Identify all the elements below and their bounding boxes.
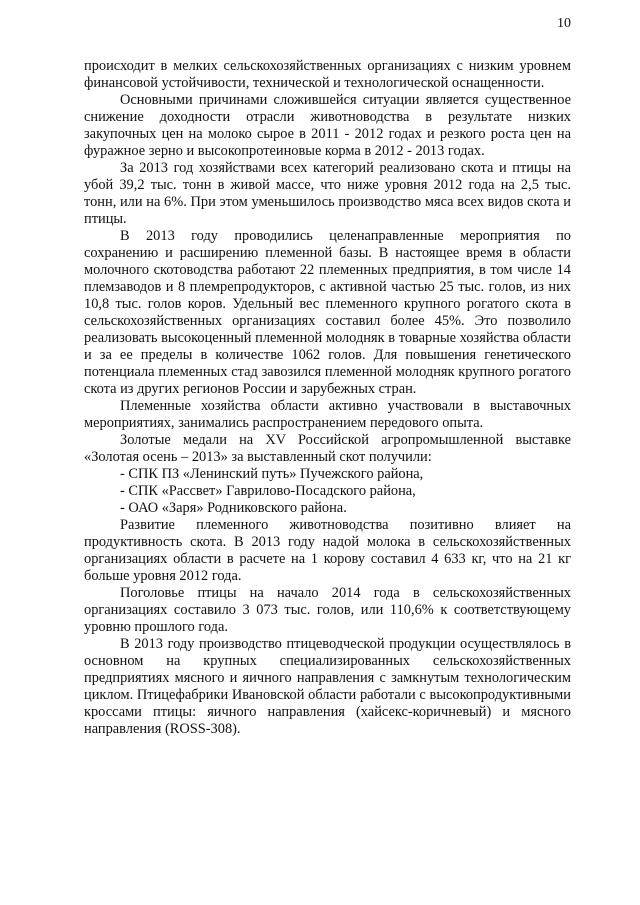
list-item: - СПК «Рассвет» Гаврилово-Посадского района, [120,483,416,499]
list-item: - СПК ПЗ «Ленинский путь» Пучежского района, [120,466,424,482]
paragraph-poultry-production: В 2013 году производство птицеводческой продукции осуществлялось в основном на крупных специализированных сельскохозяйственных предприятиях мясного и яичного направления с замкнутым технологическим циклом. Птицефабрики Ивановской области работали с высокопродуктивными кроссами птицы: яичного направления (хайсекс-коричневый) и мясного направления (ROSS-308). [84,636,571,737]
page-number: 10 [557,16,571,31]
document-body [84,58,571,738]
paragraph-poultry-stock: Поголовье птицы на начало 2014 года в сельскохозяйственных организациях составило 3 073 тыс. голов, или 110,6% к соответствующему уровню прошлого года. [84,585,571,635]
paragraph-exhibitions: Племенные хозяйства области активно участвовали в выставочных мероприятиях, занимались распространением передового опыта. [84,398,571,431]
paragraph-decline-causes: Основными причинами сложившейся ситуации является существенное снижение доходности отрасли животноводства в результате низких закупочных цен на молоко сырое в 2011 - 2012 годах и резкого роста цен на фуражное зерно и высокопротеиновые корма в 2012 - 2013 годах. [84,92,571,159]
paragraph-slaughter-volume: За 2013 год хозяйствами всех категорий реализовано скота и птицы на убой 39,2 тыс. тонн в живой массе, что ниже уровня 2012 года на 2,5 тыс. тонн, или на 6%. При этом уменьшилось производство мяса всех видов скота и птицы. [84,160,571,227]
paragraph-continuation: происходит в мелких сельскохозяйственных организациях с низким уровнем финансовой устойчивости, технической и технологической оснащенности. [84,58,571,91]
list-item: - ОАО «Заря» Родниковского района. [120,500,347,516]
paragraph-breeding-base: В 2013 году проводились целенаправленные мероприятия по сохранению и расширению племенной базы. В настоящее время в области молочного скотоводства работают 22 племенных предприятия, в том числе 14 племзаводов и 8 племрепродукторов, с активной частью 25 тыс. голов, из них 10,8 тыс. голов коров. Удельный вес племенного крупного рогатого скота в сельскохозяйственных организациях составил более 45%. Это позволило реализовать высокоценный племенной молодняк в товарные хозяйства области и за ее пределы в количестве 1062 голов. Для повышения генетического потенциала племенных стад завозился племенной молодняк крупного рогатого скота из других регионов России и зарубежных стран. [84,228,571,397]
paragraph-gold-medals: Золотые медали на XV Российской агропромышленной выставке «Золотая осень – 2013» за выставленный скот получили: [84,432,571,465]
paragraph-productivity: Развитие племенного животноводства позитивно влияет на продуктивность скота. В 2013 году надой молока в сельскохозяйственных организациях области в расчете на 1 корову составил 4 633 кг, что на 21 кг больше уровня 2012 года. [84,517,571,584]
